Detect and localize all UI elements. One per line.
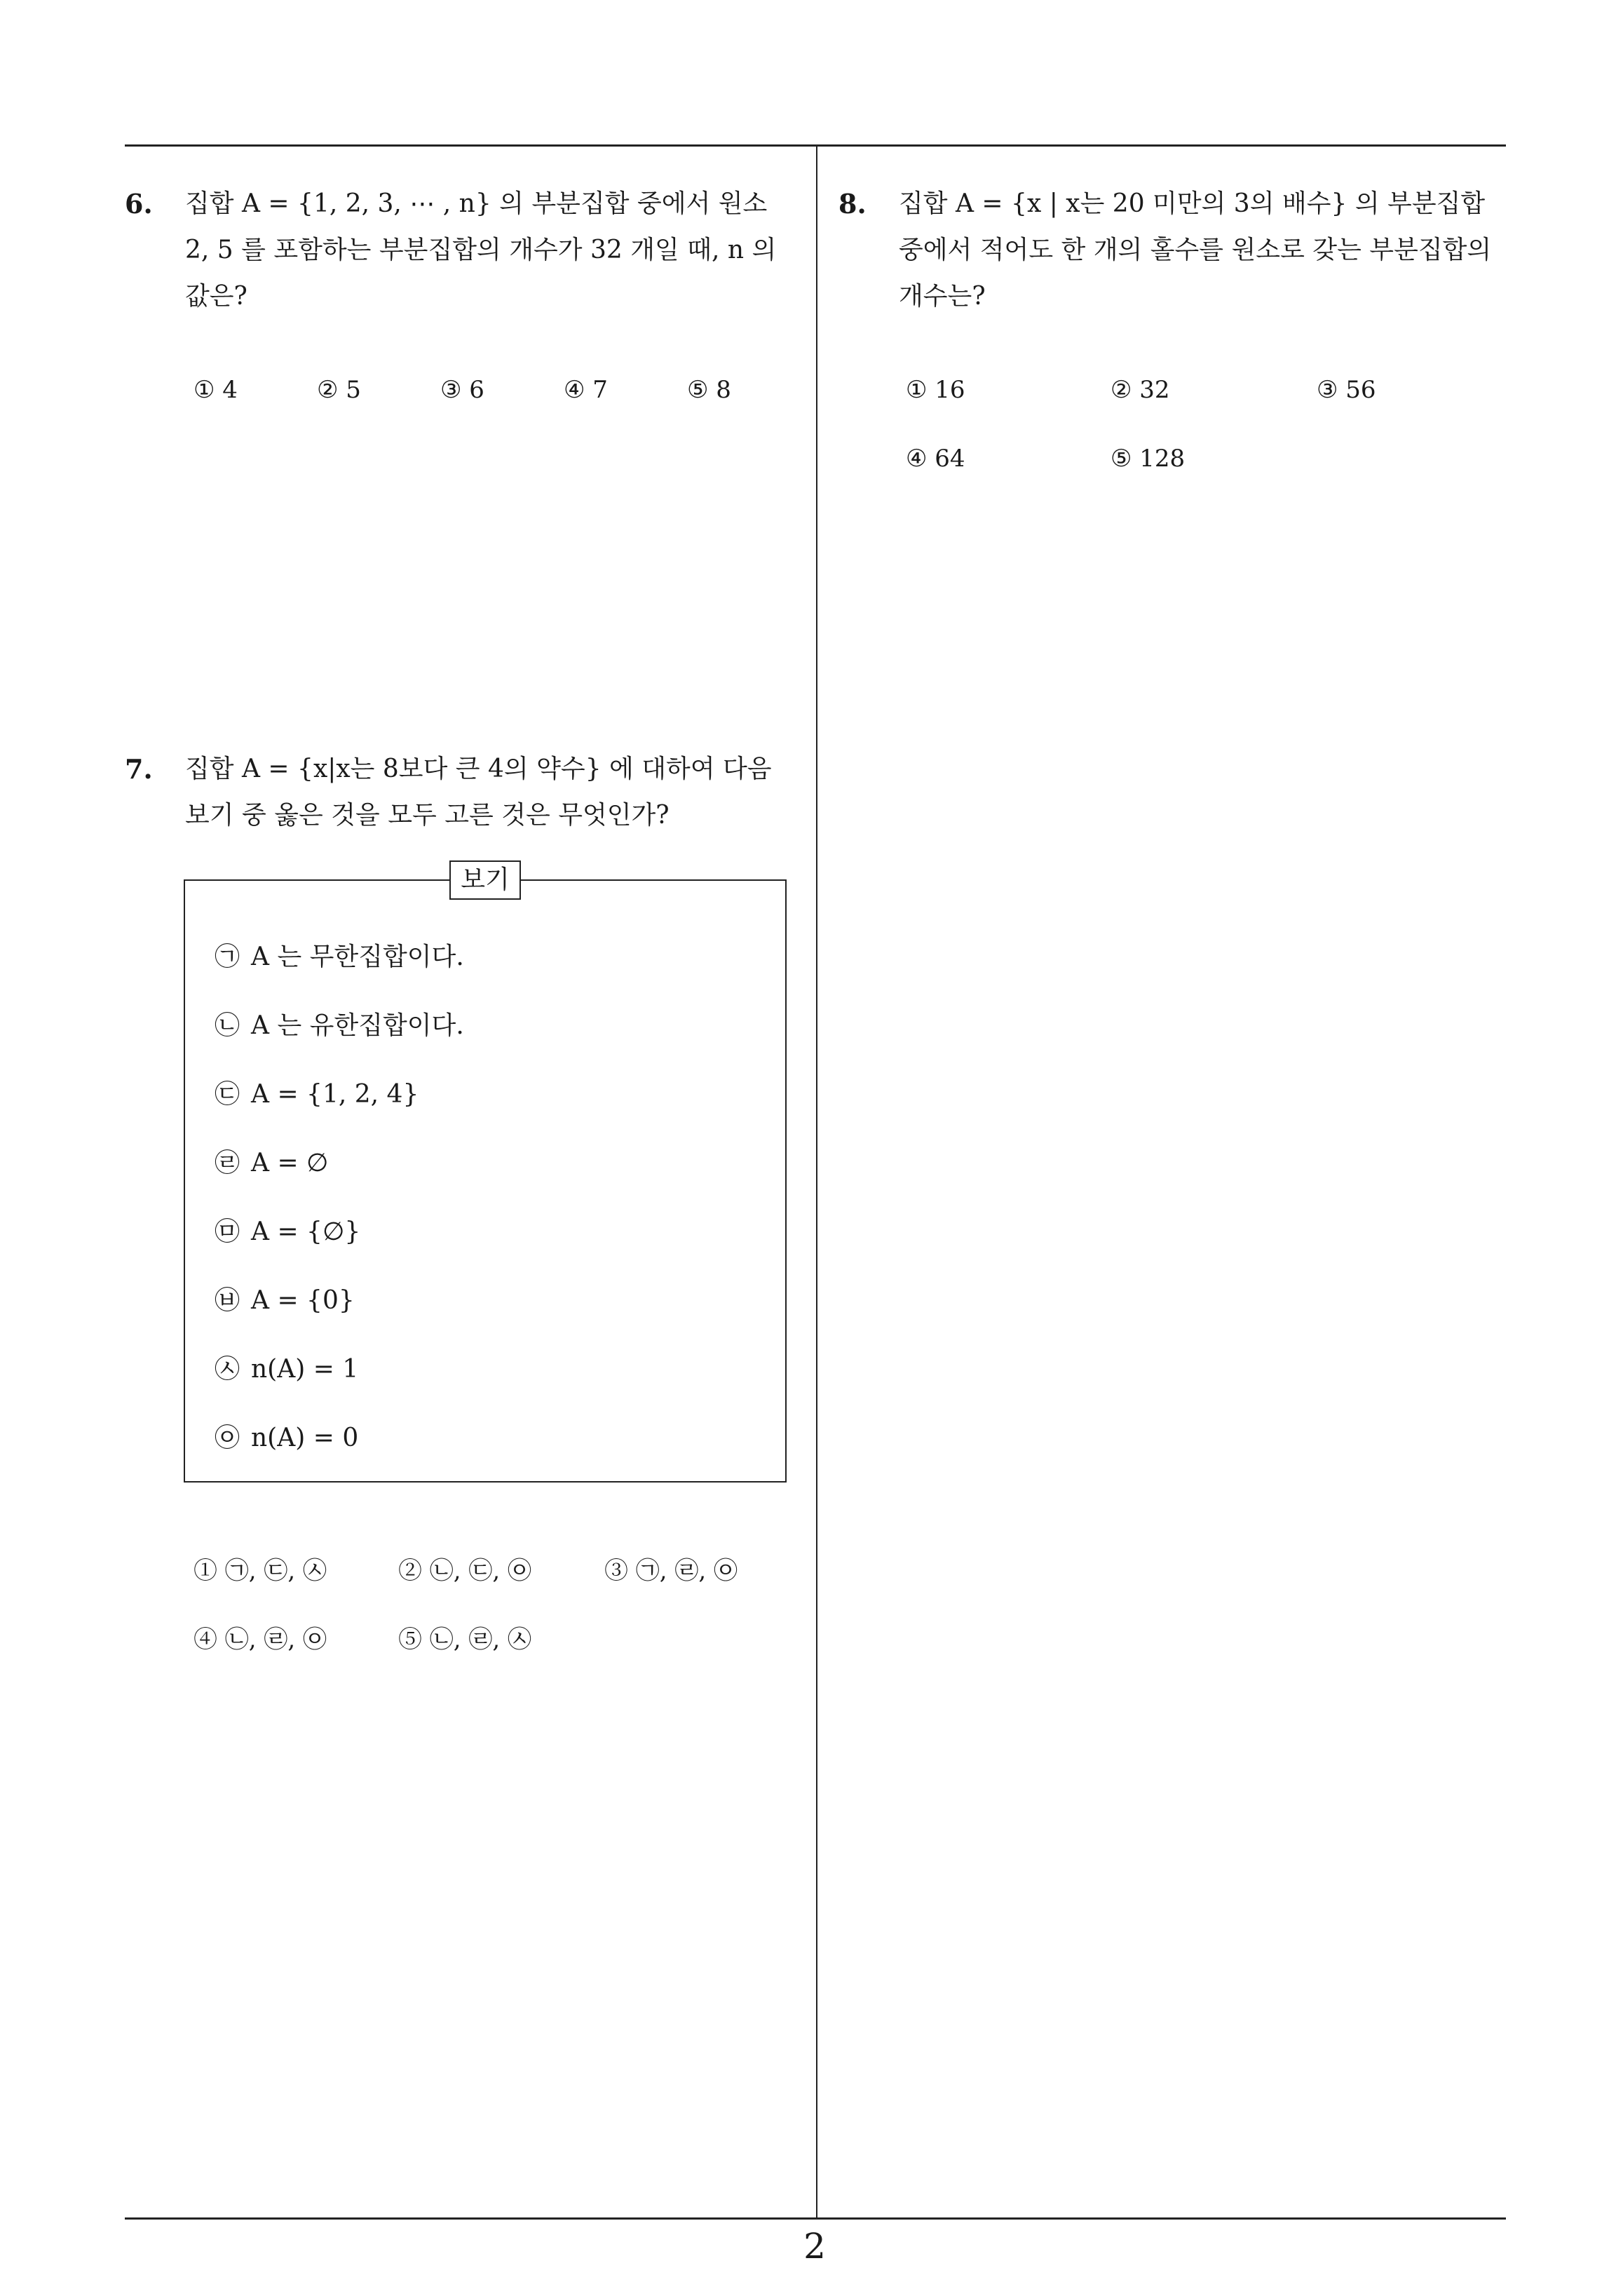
bogi-mark-2: ㉡ xyxy=(215,1011,240,1040)
q8-choice-4[interactable]: ④ 64 xyxy=(906,445,965,473)
q8-choice-3[interactable]: ③ 56 xyxy=(1317,376,1376,404)
question-8-number: 8. xyxy=(838,188,867,220)
q7-choice-2[interactable]: ② ㉡, ㉢, ㉧ xyxy=(398,1557,532,1585)
bogi-text-8: n(A) = 0 xyxy=(251,1424,359,1452)
column-divider xyxy=(816,144,817,2218)
bottom-rule xyxy=(125,2217,1506,2220)
page-number: 2 xyxy=(803,2226,826,2267)
question-6-number: 6. xyxy=(125,188,153,220)
bogi-mark-4: ㉣ xyxy=(215,1149,240,1177)
q6-choice-3[interactable]: ③ 6 xyxy=(440,376,484,404)
question-8-line-3: 개수는? xyxy=(899,282,986,311)
question-8-choices xyxy=(906,376,1495,481)
q6-choice-4[interactable]: ④ 7 xyxy=(564,376,608,404)
bogi-item-3 xyxy=(215,1074,419,1110)
bogi-item-2 xyxy=(215,1006,464,1041)
top-rule xyxy=(125,144,1506,147)
bogi-text-1: A 는 무한집합이다. xyxy=(251,943,464,971)
question-7-line-2: 보기 중 옳은 것을 모두 고른 것은 무엇인가? xyxy=(185,801,670,830)
question-6 xyxy=(125,181,812,321)
bogi-item-1 xyxy=(215,937,464,973)
bogi-mark-5: ㉤ xyxy=(215,1217,240,1246)
q6-choice-2[interactable]: ② 5 xyxy=(317,376,361,404)
question-6-line-2: 2, 5 를 포함하는 부분집합의 개수가 32 개일 때, n 의 xyxy=(185,236,777,264)
bogi-mark-8: ㉧ xyxy=(215,1424,240,1452)
bogi-text-7: n(A) = 1 xyxy=(251,1355,359,1384)
q7-choice-4[interactable]: ④ ㉡, ㉣, ㉧ xyxy=(193,1626,327,1654)
q7-choice-1[interactable]: ① ㉠, ㉢, ㉦ xyxy=(193,1557,327,1585)
bogi-mark-7: ㉦ xyxy=(215,1355,240,1384)
q8-choice-2[interactable]: ② 32 xyxy=(1111,376,1170,404)
bogi-item-4 xyxy=(215,1143,328,1179)
bogi-mark-6: ㉥ xyxy=(215,1286,240,1315)
question-8 xyxy=(838,181,1512,321)
bogi-item-7 xyxy=(215,1349,358,1385)
q8-choice-5[interactable]: ⑤ 128 xyxy=(1111,445,1186,473)
question-7-choices xyxy=(193,1551,796,1656)
question-6-line-1: 집합 A = {1, 2, 3, ⋯ , n} 의 부분집합 중에서 원소 xyxy=(185,189,768,218)
bogi-mark-1: ㉠ xyxy=(215,943,240,971)
question-6-choices xyxy=(193,376,796,411)
question-7-text xyxy=(185,746,772,839)
q8-choice-1[interactable]: ① 16 xyxy=(906,376,965,404)
bogi-text-6: A = {0} xyxy=(251,1286,355,1315)
bogi-text-3: A = {1, 2, 4} xyxy=(251,1080,419,1109)
bogi-item-5 xyxy=(215,1212,360,1248)
question-7-line-1: 집합 A = {x|x는 8보다 큰 4의 약수} 에 대하여 다음 xyxy=(185,755,772,783)
q7-choice-3[interactable]: ③ ㉠, ㉣, ㉧ xyxy=(604,1557,738,1585)
question-6-line-3: 값은? xyxy=(185,282,247,311)
bogi-text-5: A = {∅} xyxy=(251,1217,361,1246)
bogi-mark-3: ㉢ xyxy=(215,1080,240,1109)
bogi-item-8 xyxy=(215,1418,358,1454)
question-7 xyxy=(125,746,812,844)
q7-choice-5[interactable]: ⑤ ㉡, ㉣, ㉦ xyxy=(398,1626,532,1654)
q6-choice-1[interactable]: ① 4 xyxy=(193,376,238,404)
question-6-text xyxy=(185,181,776,320)
bogi-text-4: A = ∅ xyxy=(251,1149,329,1177)
bogi-title: 보기 xyxy=(449,860,521,900)
question-7-number: 7. xyxy=(125,753,153,785)
q6-choice-5[interactable]: ⑤ 8 xyxy=(687,376,731,404)
bogi-text-2: A 는 유한집합이다. xyxy=(251,1011,464,1040)
question-8-line-1: 집합 A = {x | x는 20 미만의 3의 배수} 의 부분집합 xyxy=(899,189,1486,218)
question-8-line-2: 중에서 적어도 한 개의 홀수를 원소로 갖는 부분집합의 xyxy=(899,236,1492,264)
question-8-text xyxy=(899,181,1491,320)
bogi-item-6 xyxy=(215,1281,355,1316)
